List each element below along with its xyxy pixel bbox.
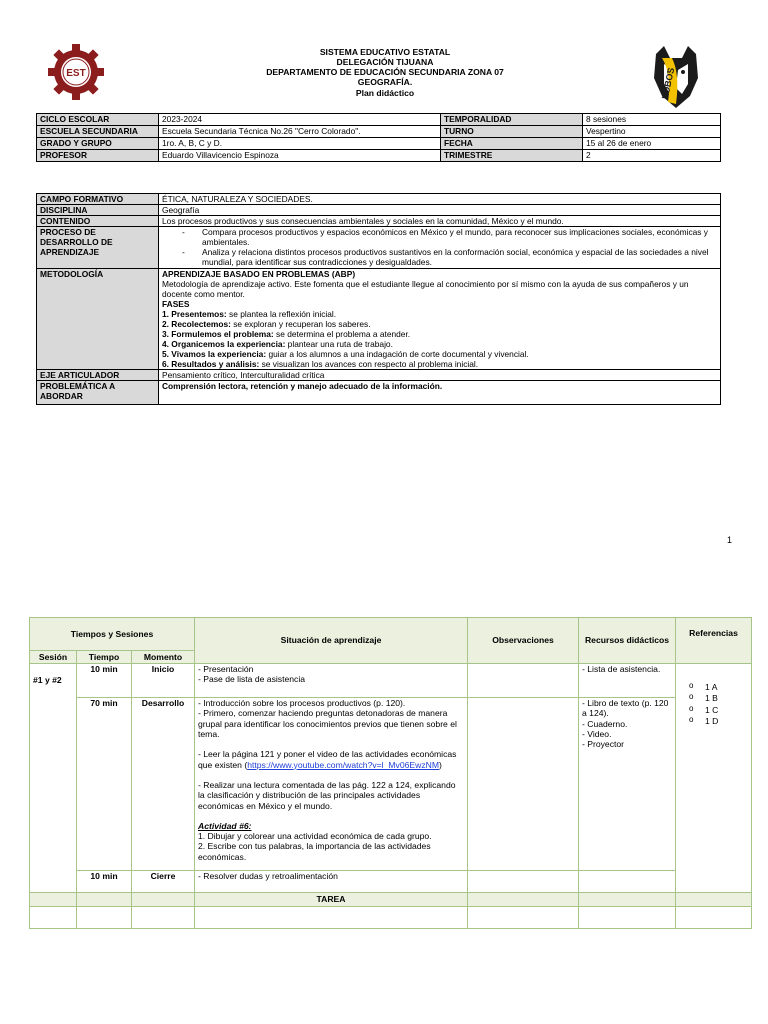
grado-value: 1ro. A, B, C y D.	[159, 138, 441, 150]
situacion-text: )	[438, 759, 442, 770]
fase-item	[162, 319, 717, 329]
observaciones-cell	[468, 871, 579, 893]
situacion-line: - Pase de lista de asistencia	[198, 674, 306, 685]
table-row	[30, 893, 752, 907]
situacion-line: - Presentación	[198, 664, 254, 674]
proceso-item: - Analiza y relaciona distintos procesos productivos sustantivos en la conformación social, económica y espacial de las sociedades a nivel mundial, para identificar sus contradicciones y desigualdades.	[168, 247, 717, 267]
table-row	[37, 205, 721, 216]
header-line-4: GEOGRAFÍA.	[357, 77, 413, 88]
school-logo-text: EST	[66, 68, 86, 79]
table-row	[30, 698, 752, 871]
fase-text: guiar a los alumnos a una indagación de corte documental y vivencial.	[266, 349, 529, 360]
table-row	[30, 907, 752, 929]
table-row	[37, 150, 721, 162]
metodologia-text: Metodología de aprendizaje activo. Este fomenta que el estudiante llegue al conocimiento por sí mismo con la ayuda de sus compañeros y un docente como mentor.	[162, 278, 689, 299]
situacion-line: - Primero, comenzar haciendo preguntas detonadoras de manera grupal para identificar los conocimientos previos que tienen sobre el tema.	[198, 708, 457, 739]
proceso-value	[159, 227, 721, 268]
momento-value: Cierre	[132, 871, 195, 893]
tiempo-value: 70 min	[77, 698, 132, 871]
fase-name: 1. Presentemos:	[162, 308, 227, 319]
table-row	[37, 126, 721, 138]
header-line-2: DELEGACIÓN TIJUANA	[336, 57, 434, 68]
table-row	[37, 194, 721, 205]
situacion-text: - Leer la página 121 y poner el video de las actividades económicas que existen (	[198, 749, 457, 770]
header-title-block	[156, 47, 614, 98]
recursos-cell	[579, 871, 676, 893]
actividad-title: Actividad #6:	[198, 820, 252, 831]
eje-value: Pensamiento crítico, Interculturalidad crítica	[159, 370, 721, 381]
table-row	[37, 114, 721, 126]
fase-item	[162, 339, 717, 349]
situacion-cell	[195, 664, 468, 698]
recurso-item: - Video.	[582, 728, 612, 739]
situacion-cell: - Resolver dudas y retroalimentación	[195, 871, 468, 893]
trimestre-label: TRIMESTRE	[441, 150, 583, 162]
campo-value: ÉTICA, NATURALEZA Y SOCIEDADES.	[159, 194, 721, 205]
header-line-1: SISTEMA EDUCATIVO ESTATAL	[319, 47, 451, 57]
eje-label: EJE ARTICULADOR	[37, 370, 159, 381]
recursos-cell: - Lista de asistencia.	[579, 664, 676, 698]
table-header-row	[30, 618, 752, 651]
table-row	[30, 871, 752, 893]
situacion-line	[198, 749, 464, 770]
temporalidad-value: 8 sesiones	[583, 114, 721, 126]
fase-text: se determina el problema a atender.	[273, 329, 411, 340]
momento-value: Inicio	[132, 664, 195, 698]
fase-name: 6. Resultados y análisis:	[162, 359, 260, 370]
table-row	[37, 138, 721, 150]
referencias-cell	[676, 664, 752, 893]
header-referencias: Referencias	[676, 618, 752, 664]
general-info-table	[36, 113, 721, 162]
referencia-item: o 1 A	[689, 682, 748, 692]
table-row	[37, 227, 721, 268]
header-recursos: Recursos didácticos	[579, 618, 676, 664]
situacion-line: 2. Escribe con tus palabras, la importancia de las actividades económicas.	[198, 841, 431, 862]
profesor-value: Eduardo Villavicencio Espinoza	[159, 150, 441, 162]
situacion-line: - Introducción sobre los procesos productivos (p. 120).	[198, 698, 406, 708]
situacion-line: - Realizar una lectura comentada de las pág. 122 a 124, explicando la clasificación y distribución de las principales actividades económicas en México y el mundo.	[198, 779, 456, 811]
table-row	[30, 664, 752, 698]
fase-text: se exploran y recuperan los saberes.	[230, 318, 371, 329]
tiempo-value: 10 min	[77, 664, 132, 698]
video-link[interactable]: https://www.youtube.com/watch?v=l_Mv06EwzNM	[247, 759, 439, 770]
escuela-value: Escuela Secundaria Técnica No.26 "Cerro Colorado".	[159, 126, 441, 138]
table-row	[37, 216, 721, 227]
table-row	[37, 381, 721, 405]
recursos-cell	[579, 698, 676, 871]
lobos-logo-text: LOBOS	[659, 66, 677, 101]
header-sesion: Sesión	[30, 651, 77, 664]
school-logo-icon	[46, 42, 106, 102]
observaciones-cell	[468, 664, 579, 698]
escuela-label: ESCUELA SECUNDARIA	[37, 126, 159, 138]
contenido-label: CONTENIDO	[37, 216, 159, 227]
header-momento: Momento	[132, 651, 195, 664]
problematica-value: Comprensión lectora, retención y manejo adecuado de la información.	[159, 381, 721, 405]
fecha-label: FECHA	[441, 138, 583, 150]
fase-item	[162, 349, 717, 359]
plan-details-table	[36, 193, 721, 405]
metodologia-label: METODOLOGÍA	[37, 268, 159, 370]
fase-name: 5. Vivamos la experiencia:	[162, 349, 267, 360]
proceso-label: PROCESO DE DESARROLLO DE APRENDIZAJE	[37, 227, 159, 268]
fase-text: se visualizan los avances con respecto al problema inicial.	[259, 359, 479, 370]
metodologia-title: APRENDIZAJE BASADO EN PROBLEMAS (ABP)	[162, 268, 356, 279]
disciplina-label: DISCIPLINA	[37, 205, 159, 216]
recurso-item: - Libro de texto (p. 120 a 124).	[582, 698, 669, 719]
fase-text: plantear una ruta de trabajo.	[285, 339, 393, 350]
ciclo-value: 2023-2024	[159, 114, 441, 126]
profesor-label: PROFESOR	[37, 150, 159, 162]
header-observaciones: Observaciones	[468, 618, 579, 664]
page-number: 1	[727, 535, 733, 545]
tarea-label: TAREA	[195, 893, 468, 907]
lobos-logo-icon	[650, 44, 702, 110]
situacion-cell	[195, 698, 468, 871]
problematica-label: PROBLEMÁTICA A ABORDAR	[37, 381, 159, 405]
turno-label: TURNO	[441, 126, 583, 138]
situacion-line: 1. Dibujar y colorear una actividad económica de cada grupo.	[198, 831, 432, 842]
trimestre-value: 2	[583, 150, 721, 162]
momento-value: Desarrollo	[132, 698, 195, 871]
temporalidad-label: TEMPORALIDAD	[441, 114, 583, 126]
sesion-value: #1 y #2	[30, 664, 77, 893]
recurso-item: - Cuaderno.	[582, 718, 628, 729]
header-line-3: DEPARTAMENTO DE EDUCACIÓN SECUNDARIA ZONA 07	[266, 67, 504, 78]
table-row	[37, 370, 721, 381]
referencia-item: o 1 B	[689, 693, 748, 703]
fase-name: 2. Recolectemos:	[162, 318, 231, 329]
fase-name: 3. Formulemos el problema:	[162, 329, 274, 340]
fase-item	[162, 329, 717, 339]
fase-name: 4. Organicemos la experiencia:	[162, 339, 286, 350]
fecha-value: 15 al 26 de enero	[583, 138, 721, 150]
contenido-value: Los procesos productivos y sus consecuencias ambientales y sociales en la comunidad, México y el mundo.	[159, 216, 721, 227]
grado-label: GRADO Y GRUPO	[37, 138, 159, 150]
proceso-item: - Compara procesos productivos y espacios económicos en México y el mundo, para reconocer sus implicaciones sociales, económicas y ambientales.	[168, 227, 717, 247]
referencia-item: o 1 D	[689, 716, 748, 726]
tiempo-value: 10 min	[77, 871, 132, 893]
fase-item	[162, 359, 717, 369]
table-row	[37, 268, 721, 370]
observaciones-cell	[468, 698, 579, 871]
header-line-5: Plan didáctico	[355, 87, 415, 98]
recurso-item: - Proyector	[582, 739, 625, 750]
fase-text: se plantea la reflexión inicial.	[226, 308, 337, 319]
disciplina-value: Geografía	[159, 205, 721, 216]
referencia-item: o 1 C	[689, 705, 748, 715]
header-tiempo: Tiempo	[77, 651, 132, 664]
fase-item	[162, 309, 717, 319]
document-header	[36, 40, 720, 110]
header-tiempos: Tiempos y Sesiones	[30, 618, 195, 651]
header-situacion: Situación de aprendizaje	[195, 618, 468, 664]
turno-value: Vespertino	[583, 126, 721, 138]
fases-title: FASES	[162, 298, 190, 309]
campo-label: CAMPO FORMATIVO	[37, 194, 159, 205]
schedule-table	[29, 617, 752, 929]
metodologia-value	[159, 268, 721, 370]
ciclo-label: CICLO ESCOLAR	[37, 114, 159, 126]
